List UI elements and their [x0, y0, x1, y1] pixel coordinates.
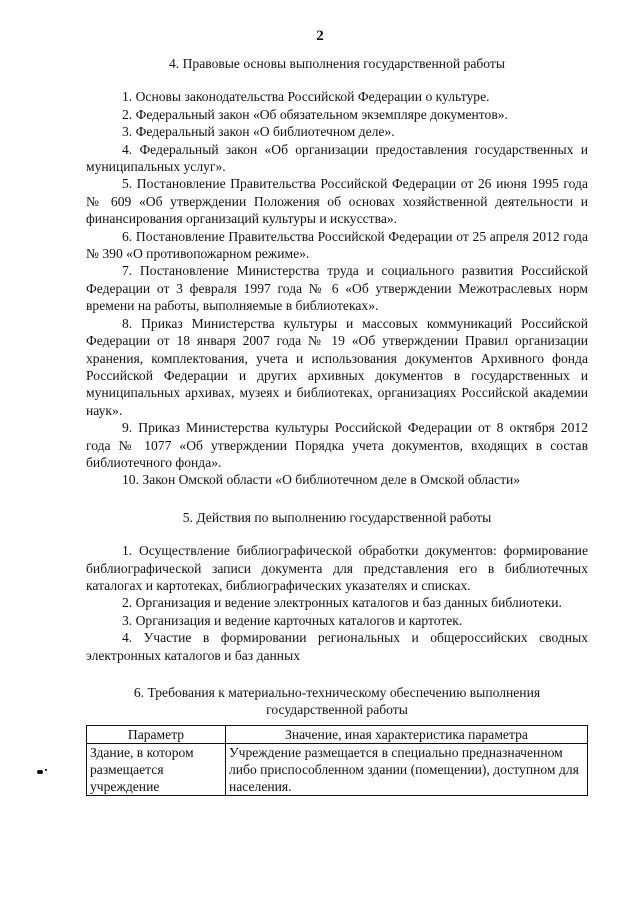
column-header-value: Значение, иная характеристика параметра [226, 725, 588, 743]
legal-basis-item: 6. Постановление Правительства Российской Федерации от 25 апреля 2012 года № 390 «О противопожарном режиме». [86, 228, 588, 262]
scan-mark [37, 770, 43, 774]
section-4-list [86, 88, 588, 488]
table-cell-value: Учреждение размещается в специально предназначенном либо приспособленном здании (помещении), доступном для населения. [226, 743, 588, 795]
legal-basis-item: 2. Федеральный закон «Об обязательном экземпляре документов». [122, 106, 508, 122]
section-5-list [86, 542, 588, 664]
legal-basis-item: 4. Федеральный закон «Об организации предоставления государственных и муниципальных услуг». [86, 141, 588, 175]
section-5-heading: 5. Действия по выполнению государственной работы [182, 509, 492, 525]
document-body [86, 55, 588, 796]
requirements-table [86, 725, 588, 796]
section-6-heading-line-1: 6. Требования к материально-техническому обеспечению выполнения [133, 685, 541, 700]
page-number: 2 [316, 28, 324, 44]
scan-mark [45, 769, 47, 771]
legal-basis-item: 5. Постановление Правительства Российской Федерации от 26 июня 1995 года № 609 «Об утверждении Положения об основах хозяйственной деятельности и финансирования организаций культуры и искусства». [86, 176, 588, 227]
table-row [87, 743, 588, 795]
section-6-heading-line-2: государственной работы [266, 702, 408, 718]
action-item: 1. Осуществление библиографической обработки документов: формирование библиографической записи документа для представления его в библиотечных каталогах и картотеках, библиографических указателях и списках. [86, 543, 588, 593]
action-item: 2. Организация и ведение электронных каталогов и баз данных библиотеки. [122, 595, 562, 611]
legal-basis-item: 7. Постановление Министерства труда и социального развития Российской Федерации от 3 февраля 1997 года № 6 «Об утверждении Межотраслевых норм времени на работы, выполняемые в библиотеках». [86, 263, 588, 314]
legal-basis-item: 8. Приказ Министерства культуры и массовых коммуникаций Российской Федерации от 18 января 2007 года № 19 «Об утверждении Правил организации хранения, комплектования, учета и использования документов Архивного фонда Российской Федерации и других архивных документов в государственных и муниципальных архивах, музеях и библиотеках, организациях Российской академии наук». [86, 315, 588, 418]
section-4-heading: 4. Правовые основы выполнения государственной работы [169, 56, 505, 71]
legal-basis-item: 3. Федеральный закон «О библиотечном деле». [122, 124, 395, 140]
legal-basis-item: 1. Основы законодательства Российской Федерации о культуре. [122, 89, 490, 105]
legal-basis-item: 9. Приказ Министерства культуры Российской Федерации от 8 октября 2012 года № 1077 «Об утверждении Порядка учета документов, входящих в состав библиотечного фонда». [86, 420, 588, 470]
legal-basis-item: 10. Закон Омской области «О библиотечном деле в Омской области» [122, 472, 521, 488]
column-header-parameter: Параметр [87, 725, 226, 743]
action-item: 3. Организация и ведение карточных каталогов и картотек. [122, 612, 463, 628]
action-item: 4. Участие в формировании региональных и общероссийских сводных электронных каталогов и баз данных [86, 630, 588, 663]
table-cell-parameter: Здание, в котором размещается учреждение [87, 743, 226, 795]
table-header-row [87, 725, 588, 743]
